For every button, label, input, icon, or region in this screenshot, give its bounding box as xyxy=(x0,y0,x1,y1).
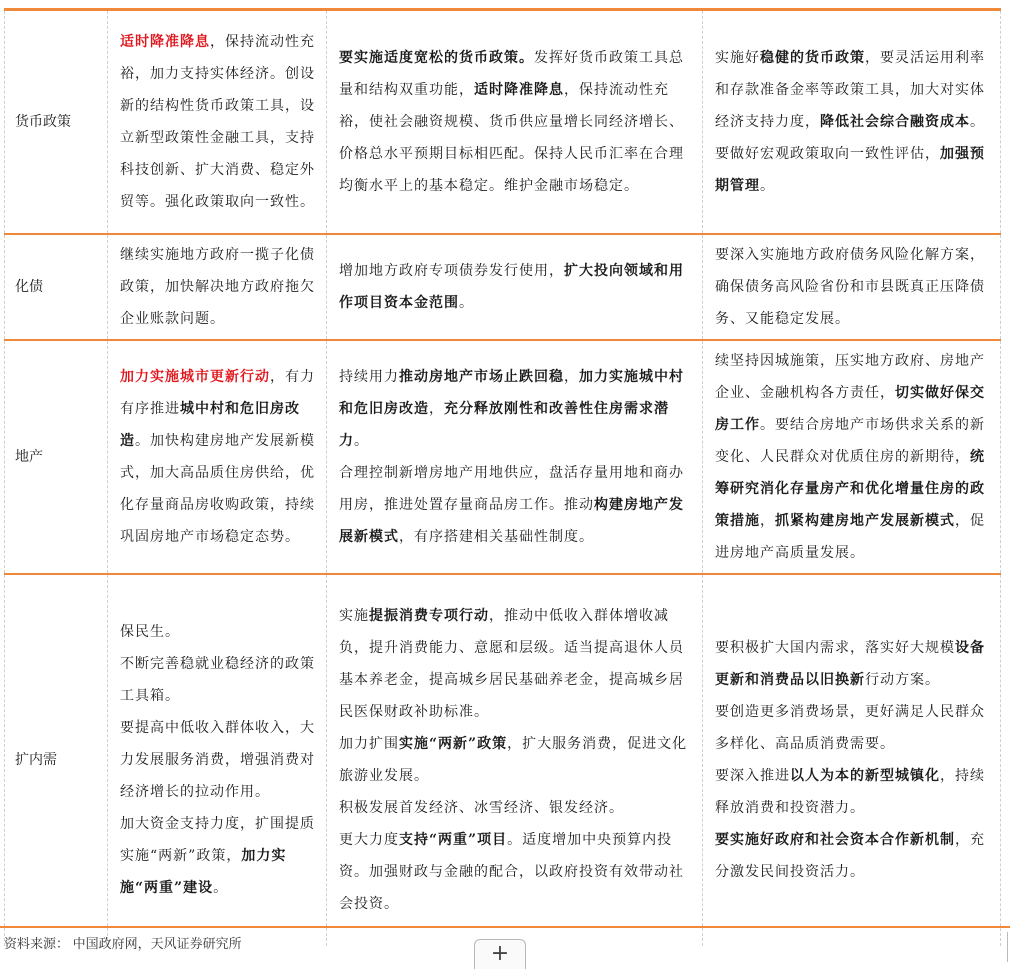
bottom-divider xyxy=(0,926,1010,928)
emphasis-text: 加力实施城中村和危旧房改造 xyxy=(339,368,684,417)
body-text: 持续用力 xyxy=(339,368,399,385)
body-text: ，有序搭建相关基础性制度。 xyxy=(399,528,594,545)
emphasis-text: 支持“两重”项目 xyxy=(399,832,508,848)
emphasis-text: 要实施好政府和社会资本合作新机制 xyxy=(715,832,955,848)
emphasis-text: 充分释放刚性和改善性住房需求潜力 xyxy=(339,400,669,449)
category-cell: 化债 xyxy=(5,234,108,340)
emphasis-text: 设备更新和消费品以旧换新 xyxy=(715,640,985,688)
policy-cell xyxy=(703,574,1001,946)
body-text: 保民生。 xyxy=(120,624,180,640)
highlight-text: 加力实施城市更新行动 xyxy=(120,368,270,385)
body-text: 要提高中低收入群体收入，大力发展服务消费，增强消费对经济增长的拉动作用。 xyxy=(120,720,315,800)
highlight-text: 适时降准降息 xyxy=(120,33,210,50)
body-text: 。 xyxy=(459,294,474,311)
emphasis-text: 适时降准降息 xyxy=(474,81,564,98)
body-text: 更大力度 xyxy=(339,832,399,848)
policy-cell xyxy=(703,234,1001,340)
emphasis-text: 降低社会综合融资成本 xyxy=(820,113,970,130)
body-text: ， xyxy=(564,368,579,385)
policy-cell xyxy=(703,10,1001,234)
body-text: ，充分激发民间投资活力。 xyxy=(715,832,985,880)
body-text: 积极发展首发经济、冰雪经济、银发经济。 xyxy=(339,800,624,816)
policy-cell xyxy=(327,10,703,234)
emphasis-text: 城中村和危旧房改造 xyxy=(120,400,300,449)
body-text: 。要做好宏观政策取向一致性评估， xyxy=(715,113,985,162)
table-row xyxy=(5,574,1001,946)
table-row xyxy=(5,10,1001,234)
body-text: 续坚持因城施策，压实地方政府、房地产企业、金融机构各方责任， xyxy=(715,352,985,401)
body-text: 发挥好货币政策工具总量和结构双重功能， xyxy=(339,49,684,98)
category-cell: 扩内需 xyxy=(5,574,108,946)
table-row xyxy=(5,340,1001,574)
body-text: ，保持流动性充裕，使社会融资规模、货币供应量增长同经济增长、价格总水平预期目标相匹配。保持人民币汇率在合理均衡水平上的基本稳定。维护金融市场稳定。 xyxy=(339,81,684,194)
category-cell: 地产 xyxy=(5,340,108,574)
body-text: ，保持流动性充裕，加力支持实体经济。创设新的结构性货币政策工具，设立新型政策性金融工具，支持科技创新、扩大消费、稳定外贸等。强化政策取向一致性。 xyxy=(120,33,315,210)
body-text: ， xyxy=(760,512,775,529)
body-text: 要深入实施地方政府债务风险化解方案，确保债务高风险省份和市县既真正压降债务、又能稳定发展。 xyxy=(715,246,985,327)
body-text: 继续实施地方政府一揽子化债政策，加快解决地方政府拖欠企业账款问题。 xyxy=(120,246,315,327)
body-text: 合理控制新增房地产用地供应，盘活存量用地和商办用房，推进处置存量商品房工作。推动 xyxy=(339,464,684,513)
body-text: ，推动中低收入群体增收减负，提升消费能力、意愿和层级。适当提高退休人员基本养老金，提高城乡居民基础养老金，提高城乡居民医保财政补助标准。 xyxy=(339,608,684,720)
policy-cell xyxy=(108,234,327,340)
policy-cell xyxy=(108,340,327,574)
plus-icon: + xyxy=(490,941,510,966)
emphasis-text: 切实做好保交房工作 xyxy=(715,384,985,433)
body-text: 要创造更多消费场景，更好满足人民群众多样化、高品质消费需要。 xyxy=(715,704,985,752)
emphasis-text: 稳健的货币政策 xyxy=(760,49,865,66)
policy-cell xyxy=(327,340,703,574)
emphasis-text: 提振消费专项行动 xyxy=(369,608,489,624)
body-text: 。适度增加中央预算内投资。加强财政与金融的配合，以政府投资有效带动社会投资。 xyxy=(339,832,684,912)
emphasis-text: 实施“两新”政策 xyxy=(399,736,508,752)
category-cell: 货币政策 xyxy=(5,10,108,234)
body-text: ，持续释放消费和投资潜力。 xyxy=(715,768,985,816)
emphasis-text: 推动房地产市场止跌回稳 xyxy=(399,368,564,385)
body-text: 增加地方政府专项债券发行使用， xyxy=(339,262,564,279)
emphasis-text: 扩大投向领域和用作项目资本金范围 xyxy=(339,262,684,311)
emphasis-text: 加力实施“两重”建设 xyxy=(120,848,287,896)
body-text: 实施好 xyxy=(715,49,760,66)
body-text: ，促进房地产高质量发展。 xyxy=(715,512,985,561)
source-note: 资料来源： 中国政府网，天风证券研究所 xyxy=(4,936,242,951)
body-text: ， xyxy=(429,400,444,417)
body-text: 。 xyxy=(760,177,775,194)
body-text: 加力扩围 xyxy=(339,736,399,752)
emphasis-text: 统筹研究消化存量房产和优化增量住房的政策措施 xyxy=(715,448,985,529)
policy-comparison-table xyxy=(4,8,1001,946)
policy-cell xyxy=(108,10,327,234)
emphasis-text: 加强预期管理 xyxy=(715,145,985,194)
emphasis-text: 构建房地产发展新模式 xyxy=(339,496,684,545)
add-tab-button[interactable] xyxy=(474,939,526,969)
body-text: 加大资金支持力度，扩围提质实施“两新”政策， xyxy=(120,816,315,864)
body-text: 。要结合房地产市场供求关系的新变化、人民群众对优质住房的新期待， xyxy=(715,416,985,465)
body-text: ，要灵活运用利率和存款准备金率等政策工具，加大对实体经济支持力度， xyxy=(715,49,985,130)
body-text: 实施 xyxy=(339,608,369,624)
body-text: ，扩大服务消费，促进文化旅游业发展。 xyxy=(339,736,688,784)
policy-cell xyxy=(703,340,1001,574)
body-text: 要深入推进 xyxy=(715,768,790,784)
emphasis-text: 以人为本的新型城镇化 xyxy=(790,768,940,784)
window-edge xyxy=(1007,932,1014,962)
body-text: 行动方案。 xyxy=(865,672,940,688)
body-text: 不断完善稳就业稳经济的政策工具箱。 xyxy=(120,656,315,704)
body-text: 。加快构建房地产发展新模式，加大高品质住房供给，优化存量商品房收购政策，持续巩固房地产市场稳定态势。 xyxy=(120,432,315,545)
table-row xyxy=(5,234,1001,340)
body-text: ，有力有序推进 xyxy=(120,368,315,417)
emphasis-text: 要实施适度宽松的货币政策。 xyxy=(339,49,534,66)
policy-cell xyxy=(327,574,703,946)
emphasis-text: 抓紧构建房地产发展新模式 xyxy=(775,512,955,529)
body-text: 。 xyxy=(354,432,369,449)
policy-cell xyxy=(327,234,703,340)
policy-cell xyxy=(108,574,327,946)
body-text: 要积极扩大国内需求，落实好大规模 xyxy=(715,640,955,656)
body-text: 。 xyxy=(213,880,229,896)
